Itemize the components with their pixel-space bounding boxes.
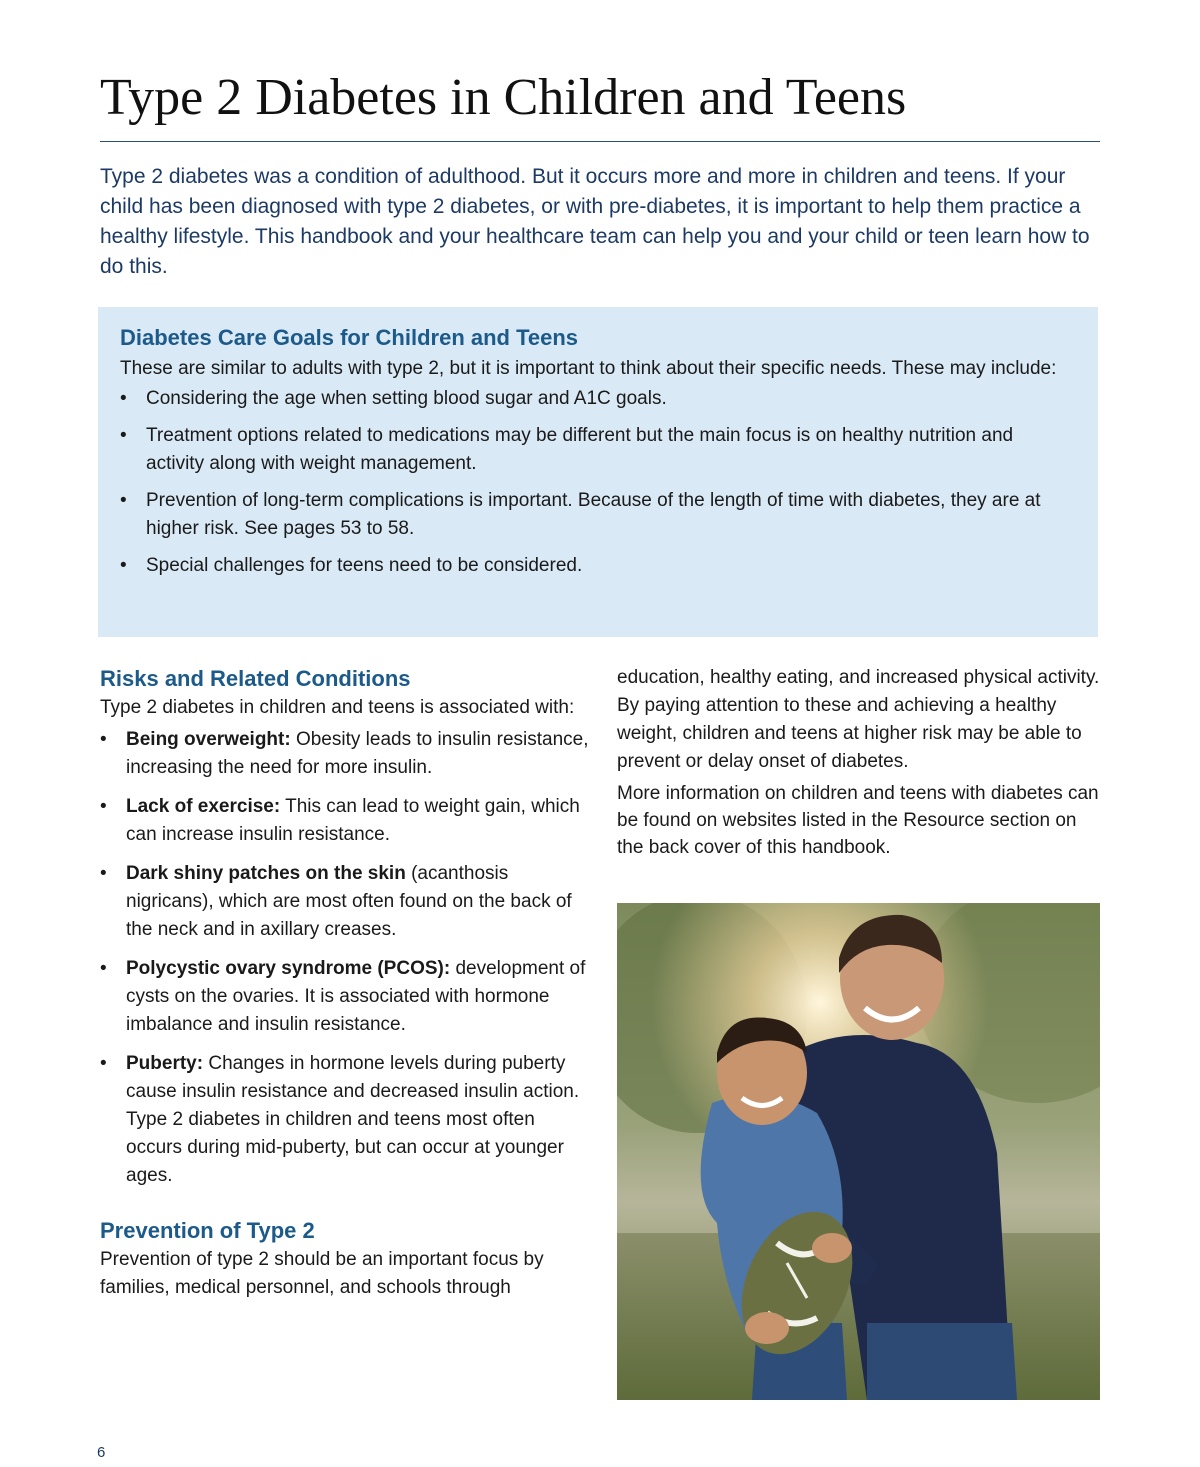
right-column: [617, 664, 1107, 861]
more-info-text: More information on children and teens with diabetes can be found on websites listed in the Resource section on the back cover of this handbook.: [617, 783, 1099, 858]
prevention-heading: Prevention of Type 2: [100, 1218, 315, 1243]
left-column: [100, 664, 590, 1302]
risks-list: [100, 726, 590, 1190]
risk-text: This can lead to weight gain, which can increase insulin resistance.: [126, 796, 580, 845]
page-number: 6: [97, 1444, 106, 1461]
prevention-section: [100, 1216, 590, 1302]
risk-term: Puberty:: [126, 1053, 204, 1074]
risk-text: Obesity leads to insulin resistance, increasing the need for more insulin.: [126, 729, 589, 778]
risk-item: [100, 793, 590, 849]
prevention-text: Prevention of type 2 should be an important focus by families, medical personnel, and schools through: [100, 1249, 544, 1298]
risk-text: Changes in hormone levels during puberty cause insulin resistance and decreased insulin action. Type 2 diabetes in children and teens most often occurs during mid-puberty, but can occur at younger ages.: [126, 1053, 580, 1186]
page-title: Type 2 Diabetes in Children and Teens: [100, 69, 907, 126]
risk-item: [100, 860, 590, 944]
intro-paragraph: Type 2 diabetes was a condition of adulthood. But it occurs more and more in children and teens. If your child has been diagnosed with type 2 diabetes, or with pre-diabetes, it is important to help them practice a healthy lifestyle. This handbook and your healthcare team can help you and your child or teen learn how to do this.: [100, 165, 1090, 278]
risk-term: Being overweight:: [126, 729, 291, 750]
risks-heading: Risks and Related Conditions: [100, 666, 411, 691]
risk-term: Polycystic ovary syndrome (PCOS):: [126, 958, 451, 979]
title-divider: [100, 141, 1100, 142]
risk-text: development of cysts on the ovaries. It is associated with hormone imbalance and insulin resistance.: [126, 958, 586, 1035]
goals-item: • Special challenges for teens need to be considered.: [120, 552, 1076, 580]
risk-item: [100, 726, 590, 782]
risk-term: Lack of exercise:: [126, 796, 281, 817]
photo-teen-and-boy-football: [617, 903, 1100, 1400]
risks-lead: Type 2 diabetes in children and teens is associated with:: [100, 697, 575, 718]
prevention-continued-text: education, healthy eating, and increased physical activity. By paying attention to these and achieving a healthy weight, children and teens at higher risk may be able to prevent or delay onset of diabetes.: [617, 667, 1100, 772]
risk-term: Dark shiny patches on the skin: [126, 863, 406, 884]
risk-text: (acanthosis nigricans), which are most often found on the back of the neck and in axillary creases.: [126, 863, 572, 940]
risk-item: [100, 1050, 590, 1190]
goals-item: • Treatment options related to medications may be different but the main focus is on healthy nutrition and activity along with weight management.: [120, 422, 1076, 478]
goals-item: • Considering the age when setting blood sugar and A1C goals.: [120, 385, 1076, 413]
goals-heading: Diabetes Care Goals for Children and Teens: [120, 325, 579, 350]
goals-callout-box: [98, 307, 1098, 637]
goals-list: [120, 385, 1076, 580]
risk-item: [100, 955, 590, 1039]
goals-lead: These are similar to adults with type 2, but it is important to think about their specific needs. These may include:: [120, 358, 1057, 379]
goals-item: • Prevention of long-term complications is important. Because of the length of time with diabetes, they are at higher risk. See pages 53 to 58.: [120, 487, 1076, 543]
